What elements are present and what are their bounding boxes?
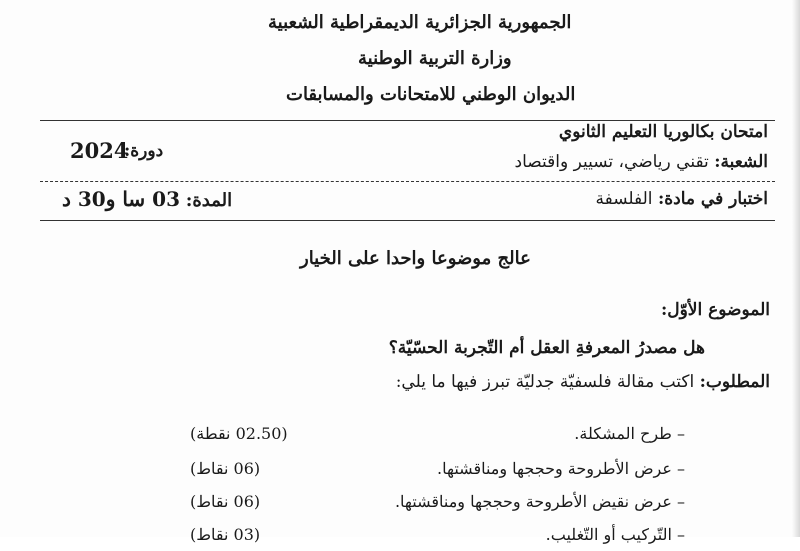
item-label: – عرض الأطروحة وحججها ومناقشتها. [437,459,685,478]
topic-heading: الموضوع الأوّل: [660,300,770,320]
subject-label: اختبار في مادة: [657,189,768,209]
exam-title: امتحان بكالوريا التعليم الثانوي [558,122,768,142]
item-label: – عرض نقيض الأطروحة وحججها ومناقشتها. [394,492,685,511]
office-heading: الديوان الوطني للامتحانات والمسابقات [286,84,576,105]
list-item [190,459,685,485]
item-label: – التّركيب أو التّغليب. [545,525,685,544]
session-value: 2024 [70,138,129,163]
item-points: (03 نقاط) [190,525,261,544]
divider [40,181,775,182]
page-edge-shadow [792,0,800,537]
item-label: – طرح المشكلة. [574,424,685,443]
branch-label: الشعبة: [714,152,768,172]
branch-line [515,152,768,172]
ministry-heading: وزارة التربية الوطنية [358,48,512,69]
required-line [396,372,770,392]
subject-value: الفلسفة [595,189,653,209]
subject-line [596,189,768,209]
topic-question: هل مصدرُ المعرفةِ العقل أم التّجربة الحسّيّة؟ [388,338,705,358]
duration-label: المدة: [185,190,233,211]
item-points: (02.50 نقطة) [190,424,288,443]
item-points: (06 نقاط) [190,492,261,511]
instruction-heading: عالج موضوعا واحدا على الخيار [300,248,531,269]
duration-value: 03 سا و30 د [62,187,180,211]
required-label: المطلوب: [699,372,770,392]
item-points: (06 نقاط) [190,459,261,478]
divider [40,120,775,121]
divider [40,220,775,221]
branch-value: تقني رياضي، تسيير واقتصاد [514,152,709,172]
list-item [190,492,685,518]
republic-heading: الجمهورية الجزائرية الديمقراطية الشعبية [268,12,572,33]
list-item [190,525,685,551]
duration-line [62,187,232,211]
list-item [190,424,685,450]
session-label: دورة: [124,141,164,161]
required-text: اكتب مقالة فلسفيّة جدليّة تبرز فيها ما يلي: [395,372,695,392]
